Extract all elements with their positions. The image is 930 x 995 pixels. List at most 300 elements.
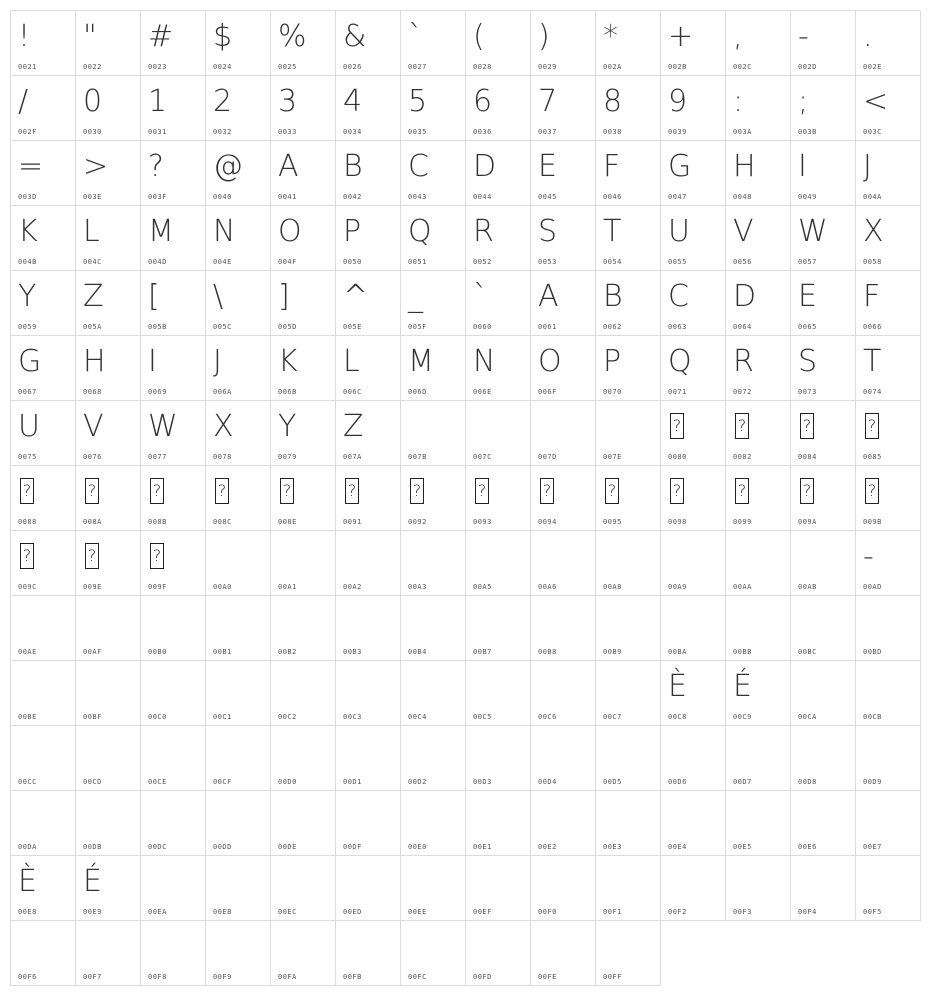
- glyph-cell[interactable]: [336, 271, 401, 336]
- glyph-cell[interactable]: [856, 401, 921, 466]
- glyph-char: .: [863, 19, 873, 54]
- glyph-codepoint-label: 00DD: [213, 843, 232, 851]
- glyph-cell[interactable]: [791, 726, 856, 791]
- glyph-cell[interactable]: [206, 791, 271, 856]
- glyph-char: `: [408, 19, 423, 54]
- glyph-cell[interactable]: [531, 921, 596, 986]
- glyph-codepoint-label: 00D6: [668, 778, 687, 786]
- glyph-cell[interactable]: [11, 336, 76, 401]
- glyph-cell[interactable]: [271, 141, 336, 206]
- glyph-cell[interactable]: [726, 531, 791, 596]
- glyph-cell[interactable]: [76, 726, 141, 791]
- glyph-cell[interactable]: [76, 206, 141, 271]
- glyph-cell[interactable]: [596, 401, 661, 466]
- missing-glyph-icon: [150, 478, 164, 504]
- glyph-cell[interactable]: [76, 271, 141, 336]
- glyph-cell[interactable]: [661, 401, 726, 466]
- glyph-cell[interactable]: [206, 206, 271, 271]
- glyph-codepoint-label: 0037: [538, 128, 557, 136]
- glyph-codepoint-label: 005C: [213, 323, 232, 331]
- glyph-codepoint-label: 00D3: [473, 778, 492, 786]
- glyph-cell[interactable]: [336, 76, 401, 141]
- glyph-char: S: [798, 344, 818, 379]
- glyph-cell[interactable]: [141, 791, 206, 856]
- missing-glyph-icon: [865, 478, 879, 504]
- glyph-cell[interactable]: [206, 271, 271, 336]
- glyph-cell[interactable]: [11, 661, 76, 726]
- glyph-cell[interactable]: [401, 466, 466, 531]
- glyph-cell[interactable]: [856, 11, 921, 76]
- glyph-cell[interactable]: [336, 531, 401, 596]
- glyph-cell[interactable]: [596, 206, 661, 271]
- glyph-cell[interactable]: [791, 596, 856, 661]
- glyph-cell[interactable]: [661, 336, 726, 401]
- glyph-cell[interactable]: [661, 856, 726, 921]
- glyph-cell[interactable]: [11, 206, 76, 271]
- glyph-cell[interactable]: [11, 271, 76, 336]
- glyph-cell[interactable]: [401, 531, 466, 596]
- glyph-cell[interactable]: [531, 531, 596, 596]
- glyph-cell[interactable]: [856, 271, 921, 336]
- glyph-cell[interactable]: [206, 336, 271, 401]
- glyph-cell[interactable]: [791, 206, 856, 271]
- glyph-codepoint-label: 00F0: [538, 908, 557, 916]
- glyph-char: Q: [408, 214, 432, 249]
- glyph-codepoint-label: 0041: [278, 193, 297, 201]
- glyph-cell[interactable]: [271, 336, 336, 401]
- glyph-codepoint-label: 0050: [343, 258, 362, 266]
- glyph-cell[interactable]: [76, 466, 141, 531]
- glyph-cell[interactable]: [271, 596, 336, 661]
- glyph-cell[interactable]: [336, 401, 401, 466]
- glyph-cell[interactable]: [11, 466, 76, 531]
- glyph-cell[interactable]: [856, 726, 921, 791]
- glyph-codepoint-label: 00C5: [473, 713, 492, 721]
- glyph-cell[interactable]: [466, 206, 531, 271]
- glyph-cell[interactable]: [466, 336, 531, 401]
- glyph-cell[interactable]: [791, 661, 856, 726]
- glyph-cell[interactable]: [661, 466, 726, 531]
- glyph-cell[interactable]: [726, 336, 791, 401]
- glyph-codepoint-label: 00A9: [668, 583, 687, 591]
- glyph-cell[interactable]: [791, 336, 856, 401]
- glyph-cell[interactable]: [336, 466, 401, 531]
- glyph-cell[interactable]: [336, 921, 401, 986]
- glyph-cell[interactable]: [531, 11, 596, 76]
- glyph-char: J: [213, 344, 222, 379]
- glyph-cell[interactable]: [336, 206, 401, 271]
- glyph-cell[interactable]: [401, 11, 466, 76]
- glyph-codepoint-label: 0027: [408, 63, 427, 71]
- glyph-cell[interactable]: [466, 271, 531, 336]
- glyph-char: `: [473, 279, 488, 314]
- glyph-cell[interactable]: [791, 271, 856, 336]
- glyph-codepoint-label: 008C: [213, 518, 232, 526]
- glyph-codepoint-label: 0053: [538, 258, 557, 266]
- glyph-codepoint-label: 00D4: [538, 778, 557, 786]
- missing-glyph-icon: [605, 478, 619, 504]
- glyph-cell[interactable]: [76, 401, 141, 466]
- glyph-codepoint-label: 00F1: [603, 908, 622, 916]
- glyph-cell[interactable]: [596, 271, 661, 336]
- glyph-cell[interactable]: [466, 76, 531, 141]
- glyph-cell[interactable]: [11, 726, 76, 791]
- glyph-cell[interactable]: [466, 531, 531, 596]
- glyph-codepoint-label: 009B: [863, 518, 882, 526]
- glyph-cell[interactable]: [726, 466, 791, 531]
- glyph-cell[interactable]: [791, 76, 856, 141]
- glyph-cell[interactable]: [401, 596, 466, 661]
- glyph-cell[interactable]: [206, 401, 271, 466]
- glyph-codepoint-label: 0024: [213, 63, 232, 71]
- glyph-cell[interactable]: [596, 11, 661, 76]
- glyph-codepoint-label: 00F4: [798, 908, 817, 916]
- glyph-cell[interactable]: [466, 466, 531, 531]
- glyph-char: H: [83, 344, 106, 379]
- glyph-cell[interactable]: [661, 661, 726, 726]
- glyph-cell[interactable]: [466, 401, 531, 466]
- glyph-cell[interactable]: [401, 726, 466, 791]
- glyph-codepoint-label: 0023: [148, 63, 167, 71]
- glyph-cell[interactable]: [76, 856, 141, 921]
- glyph-cell[interactable]: [466, 596, 531, 661]
- glyph-cell[interactable]: [271, 531, 336, 596]
- glyph-cell[interactable]: [141, 661, 206, 726]
- glyph-char: E: [798, 279, 817, 314]
- glyph-codepoint-label: 00F5: [863, 908, 882, 916]
- glyph-cell[interactable]: [466, 921, 531, 986]
- missing-glyph-icon: [85, 478, 99, 504]
- glyph-cell[interactable]: [856, 466, 921, 531]
- glyph-char: ": [83, 19, 97, 54]
- glyph-char: R: [733, 344, 754, 379]
- glyph-cell[interactable]: [401, 141, 466, 206]
- glyph-cell[interactable]: [401, 661, 466, 726]
- glyph-codepoint-label: 0076: [83, 453, 102, 461]
- glyph-cell[interactable]: [726, 401, 791, 466]
- glyph-cell[interactable]: [596, 791, 661, 856]
- glyph-cell[interactable]: [531, 206, 596, 271]
- glyph-cell[interactable]: [271, 401, 336, 466]
- glyph-codepoint-label: 00A0: [213, 583, 232, 591]
- glyph-cell[interactable]: [141, 11, 206, 76]
- glyph-cell[interactable]: [466, 791, 531, 856]
- glyph-cell[interactable]: [791, 141, 856, 206]
- glyph-codepoint-label: 0075: [18, 453, 37, 461]
- glyph-codepoint-label: 008B: [148, 518, 167, 526]
- glyph-cell[interactable]: [596, 76, 661, 141]
- glyph-cell[interactable]: [856, 596, 921, 661]
- glyph-cell[interactable]: [336, 11, 401, 76]
- glyph-cell[interactable]: [76, 661, 141, 726]
- glyph-cell[interactable]: [726, 791, 791, 856]
- glyph-cell[interactable]: [401, 76, 466, 141]
- glyph-cell[interactable]: [141, 921, 206, 986]
- glyph-cell[interactable]: [206, 76, 271, 141]
- glyph-codepoint-label: 00DE: [278, 843, 297, 851]
- glyph-cell[interactable]: [76, 11, 141, 76]
- glyph-codepoint-label: 0048: [733, 193, 752, 201]
- glyph-codepoint-label: 0062: [603, 323, 622, 331]
- glyph-codepoint-label: 0046: [603, 193, 622, 201]
- glyph-cell[interactable]: [336, 596, 401, 661]
- glyph-cell[interactable]: [271, 466, 336, 531]
- glyph-cell[interactable]: [726, 661, 791, 726]
- glyph-char: :: [733, 84, 744, 119]
- glyph-char: _: [408, 279, 423, 314]
- glyph-cell[interactable]: [596, 466, 661, 531]
- glyph-cell[interactable]: [856, 336, 921, 401]
- glyph-cell[interactable]: [531, 596, 596, 661]
- glyph-codepoint-label: 0088: [18, 518, 37, 526]
- glyph-cell[interactable]: [596, 596, 661, 661]
- glyph-char: K: [278, 344, 298, 379]
- glyph-cell[interactable]: [336, 336, 401, 401]
- glyph-cell[interactable]: [141, 531, 206, 596]
- glyph-cell[interactable]: [11, 11, 76, 76]
- glyph-cell[interactable]: [206, 921, 271, 986]
- glyph-codepoint-label: 00E1: [473, 843, 492, 851]
- glyph-codepoint-label: 0077: [148, 453, 167, 461]
- glyph-codepoint-label: 0049: [798, 193, 817, 201]
- glyph-cell[interactable]: [466, 141, 531, 206]
- glyph-cell[interactable]: [856, 856, 921, 921]
- glyph-codepoint-label: 00EB: [213, 908, 232, 916]
- glyph-cell[interactable]: [661, 206, 726, 271]
- glyph-cell[interactable]: [531, 726, 596, 791]
- glyph-cell[interactable]: [856, 76, 921, 141]
- glyph-char: S: [538, 214, 558, 249]
- glyph-cell[interactable]: [401, 271, 466, 336]
- glyph-codepoint-label: 00FA: [278, 973, 297, 981]
- glyph-codepoint-label: 003A: [733, 128, 752, 136]
- glyph-codepoint-label: 0095: [603, 518, 622, 526]
- glyph-cell[interactable]: [206, 141, 271, 206]
- glyph-codepoint-label: 00EF: [473, 908, 492, 916]
- glyph-cell[interactable]: [76, 791, 141, 856]
- glyph-cell[interactable]: [336, 726, 401, 791]
- glyph-codepoint-label: 00C9: [733, 713, 752, 721]
- glyph-cell[interactable]: [596, 531, 661, 596]
- glyph-char: E: [538, 149, 557, 184]
- glyph-cell[interactable]: [141, 856, 206, 921]
- glyph-cell[interactable]: [206, 531, 271, 596]
- glyph-codepoint-label: 005A: [83, 323, 102, 331]
- glyph-codepoint-label: 0030: [83, 128, 102, 136]
- glyph-codepoint-label: 00EA: [148, 908, 167, 916]
- glyph-cell[interactable]: [661, 726, 726, 791]
- glyph-codepoint-label: 009E: [83, 583, 102, 591]
- missing-glyph-icon: [865, 413, 879, 439]
- glyph-cell[interactable]: [336, 791, 401, 856]
- glyph-cell[interactable]: [791, 791, 856, 856]
- glyph-cell[interactable]: [726, 206, 791, 271]
- glyph-cell[interactable]: [856, 791, 921, 856]
- glyph-char: I: [798, 149, 807, 184]
- glyph-cell[interactable]: [531, 336, 596, 401]
- glyph-cell[interactable]: [596, 856, 661, 921]
- glyph-cell[interactable]: [11, 401, 76, 466]
- glyph-cell[interactable]: [141, 466, 206, 531]
- glyph-char: ^: [343, 279, 369, 314]
- glyph-char: C: [408, 149, 429, 184]
- glyph-char: L: [83, 214, 100, 249]
- glyph-cell[interactable]: [11, 76, 76, 141]
- glyph-cell[interactable]: [726, 141, 791, 206]
- glyph-codepoint-label: 00C1: [213, 713, 232, 721]
- glyph-cell[interactable]: [271, 661, 336, 726]
- glyph-cell[interactable]: [726, 596, 791, 661]
- glyph-cell[interactable]: [726, 856, 791, 921]
- glyph-cell[interactable]: [76, 921, 141, 986]
- glyph-char: U: [668, 214, 690, 249]
- glyph-cell[interactable]: [661, 11, 726, 76]
- glyph-cell[interactable]: [206, 726, 271, 791]
- glyph-cell[interactable]: [76, 531, 141, 596]
- glyph-cell[interactable]: [596, 661, 661, 726]
- glyph-cell[interactable]: [531, 466, 596, 531]
- glyph-cell[interactable]: [401, 856, 466, 921]
- glyph-cell[interactable]: [661, 76, 726, 141]
- glyph-codepoint-label: 006F: [538, 388, 557, 396]
- glyph-cell[interactable]: [11, 791, 76, 856]
- glyph-codepoint-label: 00A8: [603, 583, 622, 591]
- glyph-cell[interactable]: [596, 726, 661, 791]
- glyph-cell[interactable]: [466, 661, 531, 726]
- glyph-cell[interactable]: [271, 856, 336, 921]
- glyph-codepoint-label: 0067: [18, 388, 37, 396]
- glyph-cell[interactable]: [141, 336, 206, 401]
- glyph-cell[interactable]: [401, 921, 466, 986]
- glyph-cell[interactable]: [726, 11, 791, 76]
- glyph-char: I: [148, 344, 157, 379]
- glyph-char: P: [603, 344, 622, 379]
- glyph-codepoint-label: 00D1: [343, 778, 362, 786]
- glyph-codepoint-label: 00E9: [83, 908, 102, 916]
- glyph-cell[interactable]: [466, 856, 531, 921]
- glyph-codepoint-label: 0072: [733, 388, 752, 396]
- glyph-cell[interactable]: [726, 726, 791, 791]
- glyph-cell[interactable]: [336, 661, 401, 726]
- glyph-cell[interactable]: [531, 76, 596, 141]
- glyph-cell[interactable]: [271, 271, 336, 336]
- glyph-cell[interactable]: [531, 141, 596, 206]
- glyph-codepoint-label: 002E: [863, 63, 882, 71]
- glyph-cell[interactable]: [271, 11, 336, 76]
- glyph-codepoint-label: 00AD: [863, 583, 882, 591]
- glyph-cell[interactable]: [271, 921, 336, 986]
- glyph-cell[interactable]: [141, 76, 206, 141]
- glyph-cell[interactable]: [271, 726, 336, 791]
- glyph-cell[interactable]: [726, 76, 791, 141]
- glyph-cell[interactable]: [466, 726, 531, 791]
- glyph-cell[interactable]: [11, 921, 76, 986]
- glyph-codepoint-label: 00FC: [408, 973, 427, 981]
- glyph-cell[interactable]: [336, 141, 401, 206]
- glyph-cell[interactable]: [271, 206, 336, 271]
- glyph-cell[interactable]: [336, 856, 401, 921]
- glyph-cell[interactable]: [661, 791, 726, 856]
- glyph-cell[interactable]: [141, 726, 206, 791]
- glyph-cell[interactable]: [531, 791, 596, 856]
- glyph-cell[interactable]: [531, 856, 596, 921]
- glyph-cell[interactable]: [76, 76, 141, 141]
- glyph-codepoint-label: 0028: [473, 63, 492, 71]
- glyph-cell[interactable]: [596, 921, 661, 986]
- glyph-cell[interactable]: [401, 401, 466, 466]
- glyph-cell[interactable]: [11, 141, 76, 206]
- glyph-char: \: [213, 279, 224, 314]
- glyph-cell[interactable]: [206, 596, 271, 661]
- glyph-cell[interactable]: [271, 76, 336, 141]
- glyph-cell[interactable]: [141, 206, 206, 271]
- glyph-char: 7: [538, 84, 558, 119]
- glyph-cell[interactable]: [206, 11, 271, 76]
- missing-glyph-icon: [280, 478, 294, 504]
- glyph-cell[interactable]: [271, 791, 336, 856]
- glyph-cell[interactable]: [661, 596, 726, 661]
- glyph-cell[interactable]: [76, 336, 141, 401]
- missing-glyph-icon: [475, 478, 489, 504]
- glyph-cell[interactable]: [856, 206, 921, 271]
- glyph-cell[interactable]: [141, 141, 206, 206]
- glyph-codepoint-label: 00FD: [473, 973, 492, 981]
- glyph-cell[interactable]: [856, 531, 921, 596]
- glyph-cell[interactable]: [726, 271, 791, 336]
- glyph-cell[interactable]: [141, 596, 206, 661]
- glyph-cell[interactable]: [141, 401, 206, 466]
- glyph-codepoint-label: 006C: [343, 388, 362, 396]
- glyph-cell[interactable]: [11, 531, 76, 596]
- glyph-cell[interactable]: [206, 856, 271, 921]
- glyph-cell[interactable]: [596, 141, 661, 206]
- glyph-cell[interactable]: [76, 596, 141, 661]
- glyph-cell[interactable]: [11, 856, 76, 921]
- glyph-cell[interactable]: [531, 271, 596, 336]
- glyph-cell[interactable]: [661, 531, 726, 596]
- glyph-char: =: [18, 149, 44, 184]
- glyph-codepoint-label: 0033: [278, 128, 297, 136]
- glyph-cell[interactable]: [466, 11, 531, 76]
- glyph-cell[interactable]: [661, 141, 726, 206]
- glyph-codepoint-label: 006D: [408, 388, 427, 396]
- glyph-cell[interactable]: [531, 661, 596, 726]
- glyph-cell[interactable]: [401, 791, 466, 856]
- glyph-cell[interactable]: [856, 141, 921, 206]
- glyph-cell[interactable]: [596, 336, 661, 401]
- missing-glyph-icon: [670, 413, 684, 439]
- glyph-cell[interactable]: [11, 596, 76, 661]
- glyph-codepoint-label: 0059: [18, 323, 37, 331]
- glyph-cell[interactable]: [791, 531, 856, 596]
- glyph-cell[interactable]: [531, 401, 596, 466]
- glyph-char: -: [798, 19, 809, 54]
- glyph-char: 8: [603, 84, 623, 119]
- glyph-cell[interactable]: [791, 856, 856, 921]
- glyph-cell[interactable]: [661, 271, 726, 336]
- glyph-cell[interactable]: [401, 206, 466, 271]
- glyph-cell[interactable]: [206, 466, 271, 531]
- glyph-cell[interactable]: [856, 661, 921, 726]
- glyph-cell[interactable]: [206, 661, 271, 726]
- glyph-cell[interactable]: [791, 11, 856, 76]
- glyph-cell[interactable]: [791, 401, 856, 466]
- glyph-cell[interactable]: [141, 271, 206, 336]
- glyph-cell[interactable]: [76, 141, 141, 206]
- glyph-cell[interactable]: [791, 466, 856, 531]
- glyph-cell[interactable]: [401, 336, 466, 401]
- glyph-char: 1: [148, 84, 168, 119]
